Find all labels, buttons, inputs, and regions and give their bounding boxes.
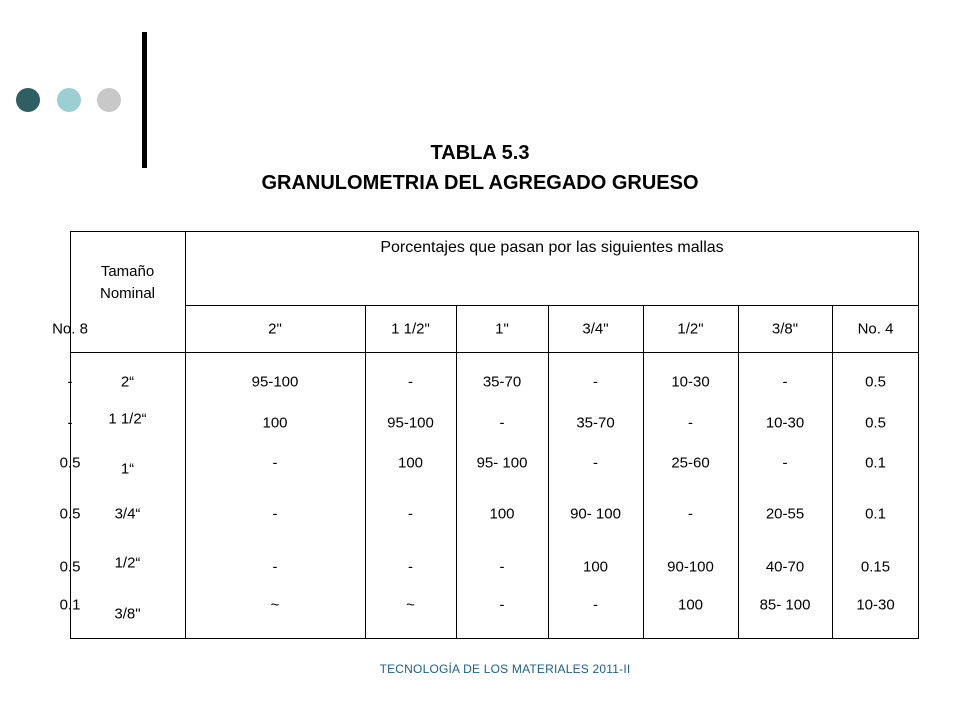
decor-dot-dark [16,88,40,112]
main-header: Porcentajes que pasan por las siguientes mallas [380,239,724,256]
percent-cell: 0.5 [59,558,81,576]
percent-cell: - [272,454,278,472]
percent-cell: 35-70 [576,414,615,432]
grid-vline [832,305,833,639]
percent-cell: - [688,505,693,523]
sieve-header: 1/2" [677,320,704,338]
grid-vline [738,305,739,639]
percent-cell: - [499,414,505,432]
percent-cell: ~ [270,596,280,614]
percent-cell: - [67,373,73,391]
nominal-size-cell: 2“ [120,373,135,391]
nominal-size-cell: 3/8" [114,605,141,623]
percent-cell: 90-100 [667,558,714,576]
percent-cell: 25-60 [671,454,710,472]
grid-hline [70,352,919,353]
percent-cell: 100 [262,414,288,432]
footer-text: TECNOLOGÍA DE LOS MATERIALES 2011-II [379,662,631,676]
percent-cell: 20-55 [765,505,805,523]
percent-cell: - [593,596,598,614]
percent-cell: 0.5 [865,373,886,391]
grid-vline [67,231,73,639]
grid-hline [70,638,919,639]
nominal-size-cell: 1“ [120,460,135,478]
percent-cell: 100 [489,505,515,523]
percent-cell: - [593,454,598,472]
grid-hline [185,305,919,306]
percent-cell: 100 [677,596,704,614]
percent-cell: 40-70 [765,558,805,576]
percent-cell: 95- 100 [476,454,528,472]
sieve-header: No. 4 [857,320,894,338]
row-header-line1: Tamaño [100,263,155,280]
percent-cell: 95-100 [251,373,299,391]
sieve-header: 3/8" [771,320,799,338]
grid-vline [456,305,457,639]
percent-cell: 90- 100 [570,505,621,523]
sieve-header: No. 8 [52,320,88,338]
percent-cell: - [272,558,278,576]
percent-cell: - [408,505,413,523]
percent-cell: 35-70 [482,373,522,391]
percent-cell: 0.1 [59,596,81,614]
decor-dot-gray [97,88,121,112]
percent-cell: ~ [406,596,415,614]
percent-cell: 100 [582,558,609,576]
percent-cell: - [782,373,788,391]
percent-cell: 85- 100 [759,596,811,614]
percent-cell: - [593,373,598,391]
grid-vline [918,231,919,639]
percent-cell: 10-30 [856,596,895,614]
percent-cell: - [272,505,278,523]
percent-cell: - [499,558,505,576]
nominal-size-cell: 1 1/2“ [108,410,147,428]
percent-cell: 0.5 [59,505,81,523]
percent-cell: 0.1 [865,505,886,523]
decor-dot-teal [57,88,81,112]
percent-cell: 100 [397,454,424,472]
granulometry-table [52,231,919,639]
sieve-header: 1" [495,320,509,338]
percent-cell: - [782,454,788,472]
percent-cell: - [499,596,505,614]
table-title: TABLA 5.3 [430,142,530,164]
grid-hline [70,231,919,232]
table-subtitle: GRANULOMETRIA DEL AGREGADO GRUESO [261,172,699,194]
sieve-header: 3/4" [582,320,609,338]
percent-cell: 0.1 [865,454,886,472]
grid-vline [643,305,644,639]
grid-vline [365,305,366,639]
percent-cell: 10-30 [765,414,805,432]
sieve-header: 1 1/2" [391,320,430,338]
row-header-label [70,261,185,305]
grid-vline [185,231,186,639]
nominal-size-cell: 3/4“ [114,505,141,523]
percent-cell: 0.15 [860,558,891,576]
percent-cell: 0.5 [865,414,886,432]
percent-cell: 0.5 [59,454,81,472]
sieve-header: 2" [268,320,282,338]
percent-cell: 10-30 [671,373,710,391]
percent-cell: - [67,414,73,432]
grid-vline [548,305,549,639]
percent-cell: 95-100 [387,414,434,432]
row-header-line2: Nominal [99,285,156,302]
percent-cell: - [408,373,413,391]
nominal-size-cell: 1/2“ [114,554,141,572]
percent-cell: - [688,414,693,432]
percent-cell: - [408,558,413,576]
